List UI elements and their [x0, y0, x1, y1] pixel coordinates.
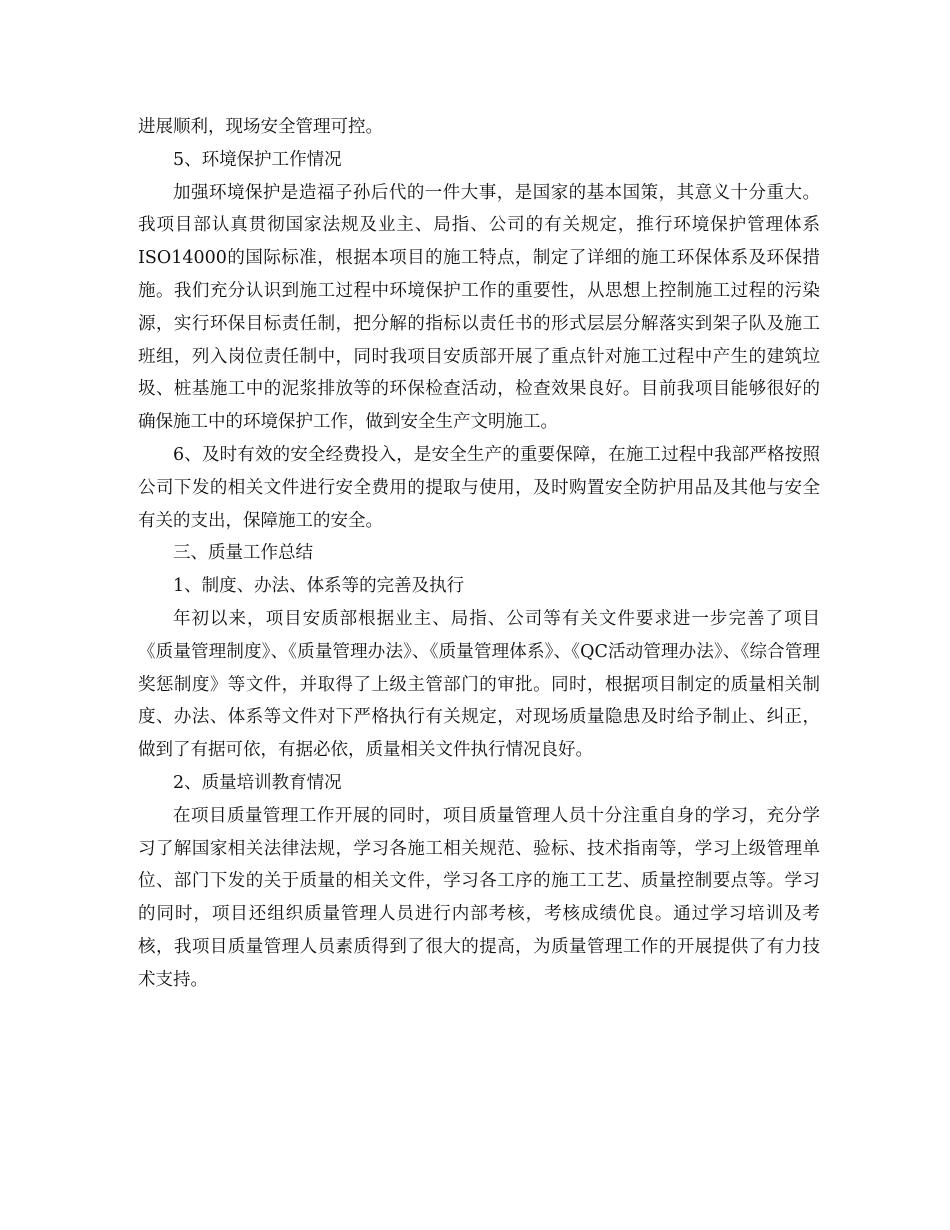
document-page — [138, 111, 820, 997]
section-heading-systems: 1、制度、办法、体系等的完善及执行 — [173, 576, 465, 597]
section-heading-quality-summary: 三、质量工作总结 — [173, 543, 313, 564]
paragraph-continuation: 进展顺利，现场安全管理可控。 — [138, 117, 383, 137]
paragraph-environment: 加强环境保护是造福子孙后代的一件大事，是国家的基本国策，其意义十分重大。我项目部认真贯彻国家法规及业主、局指、公司的有关规定，推行环境保护管理体系ISO14000的国际标准，根据本项目的施工特点，制定了详细的施工环保体系及环保措施。我们充分认识到施工过程中环境保护工作的重要性，从思想上控制施工过程的污染源，实行环保目标责任制，把分解的指标以责任书的形式层层分解落实到架子队及施工班组，列入岗位责任制中，同时我项目安质部开展了重点针对施工过程中产生的建筑垃圾、桩基施工中的泥浆排放等的环保检查活动，检查效果良好。目前我项目能够很好的确保施工中的环境保护工作，做到安全生产文明施工。 — [138, 182, 820, 433]
section-heading-training: 2、质量培训教育情况 — [173, 772, 342, 793]
paragraph-systems: 年初以来，项目安质部根据业主、局指、公司等有关文件要求进一步完善了项目《质量管理制度》、《质量管理办法》、《质量管理体系》、《QC活动管理办法》、《综合管理奖惩制度》等文件，并取得了上级主管部门的审批。同时，根据项目制定的质量相关制度、办法、体系等文件对下严格执行有关规定，对现场质量隐患及时给予制止、纠正，做到了有据可依，有据必依，质量相关文件执行情况良好。 — [138, 608, 820, 761]
section-heading-environment: 5、环境保护工作情况 — [173, 149, 342, 170]
paragraph-training: 在项目质量管理工作开展的同时，项目质量管理人员十分注重自身的学习，充分学习了解国家相关法律法规，学习各施工相关规范、验标、技术指南等，学习上级管理单位、部门下发的关于质量的相关文件，学习各工序的施工工艺、质量控制要点等。学习的同时，项目还组织质量管理人员进行内部考核，考核成绩优良。通过学习培训及考核，我项目质量管理人员素质得到了很大的提高，为质量管理工作的开展提供了有力技术支持。 — [138, 805, 820, 990]
paragraph-safety-funding: 6、及时有效的安全经费投入，是安全生产的重要保障，在施工过程中我部严格按照公司下发的相关文件进行安全费用的提取与使用，及时购置安全防护用品及其他与安全有关的支出，保障施工的安全。 — [138, 444, 820, 531]
